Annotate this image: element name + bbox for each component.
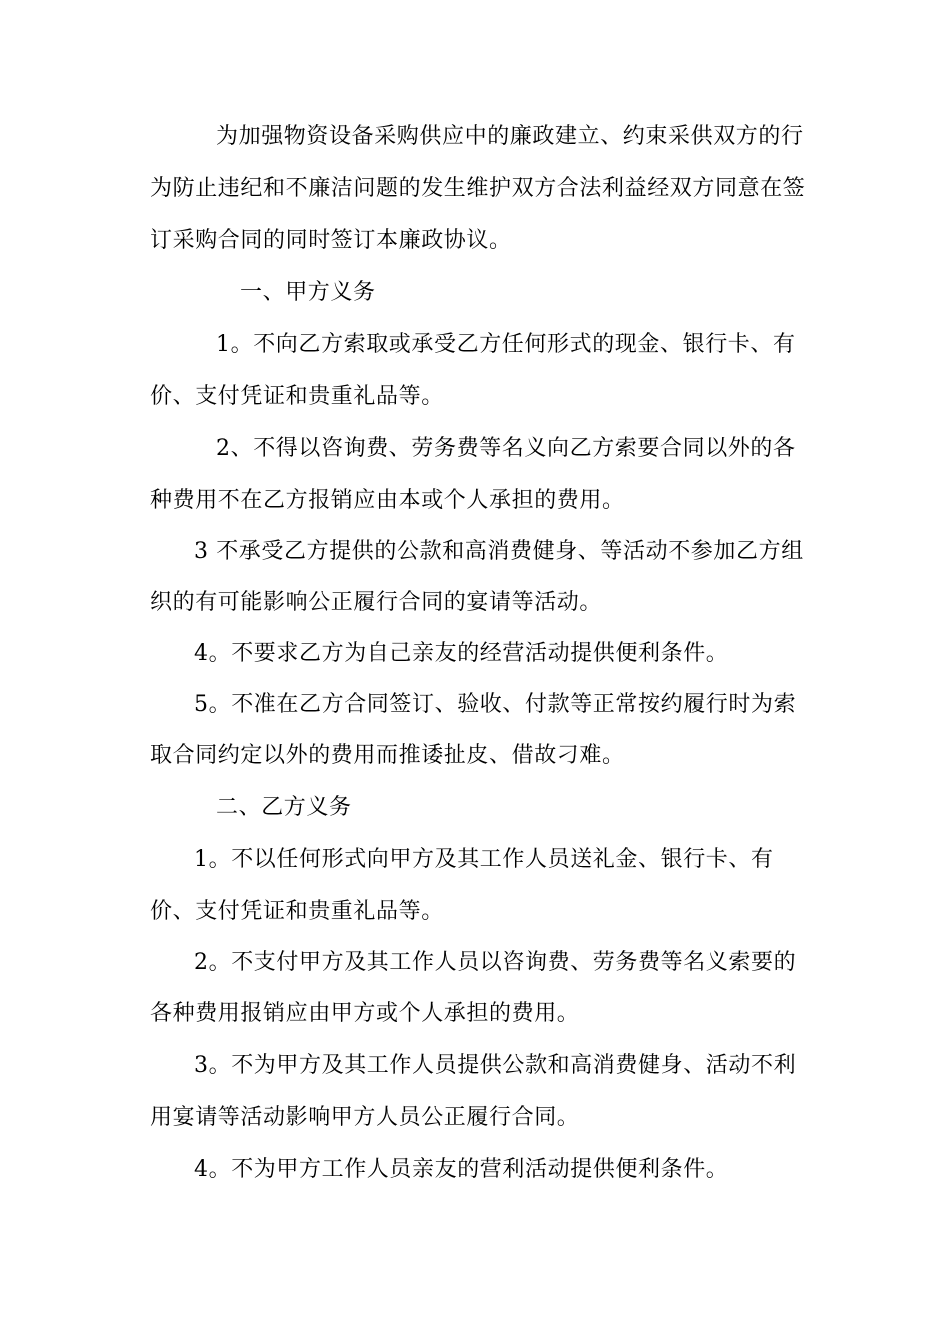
intro-line: 为加强物资设备采购供应中的廉政建立、约束采供双方的行 [216, 124, 804, 149]
party-b-item-4-line: 4。不为甲方工作人员亲友的营利活动提供便利条件。 [194, 1157, 729, 1182]
party-b-item-3-line: 用宴请等活动影响甲方人员公正履行合同。 [150, 1105, 580, 1130]
intro-line: 为防止违纪和不廉洁问题的发生维护双方合法利益经双方同意在签 [150, 176, 806, 201]
party-b-item-3-line: 3。不为甲方及其工作人员提供公款和高消费健身、活动不利 [194, 1053, 797, 1078]
party-a-item-2-line: 2、不得以咨询费、劳务费等名义向乙方索要合同以外的各 [216, 436, 796, 461]
party-b-item-2-line: 2。不支付甲方及其工作人员以咨询费、劳务费等名义索要的 [194, 950, 797, 975]
party-a-item-3-line: 3 不承受乙方提供的公款和高消费健身、等活动不参加乙方组 [194, 539, 804, 564]
party-a-item-5-line: 5。不准在乙方合同签订、验收、付款等正常按约履行时为索 [194, 692, 797, 717]
intro-line: 订采购合同的同时签订本廉政协议。 [150, 228, 512, 253]
section-heading-party-b: 二、乙方义务 [216, 795, 352, 820]
party-a-item-4-line: 4。不要求乙方为自己亲友的经营活动提供便利条件。 [194, 641, 729, 666]
party-b-item-1-line: 价、支付凭证和贵重礼品等。 [150, 899, 444, 924]
party-b-item-1-line: 1。不以任何形式向甲方及其工作人员送礼金、银行卡、有 [194, 847, 774, 872]
party-a-item-1-line: 价、支付凭证和贵重礼品等。 [150, 384, 444, 409]
party-a-item-1-line: 1。不向乙方索取或承受乙方任何形式的现金、银行卡、有 [216, 332, 796, 357]
section-heading-party-a: 一、甲方义务 [240, 280, 376, 305]
party-a-item-3-line: 织的有可能影响公正履行合同的宴请等活动。 [150, 590, 603, 615]
party-a-item-2-line: 种费用不在乙方报销应由本或个人承担的费用。 [150, 488, 625, 513]
party-b-item-2-line: 各种费用报销应由甲方或个人承担的费用。 [150, 1001, 580, 1026]
party-a-item-5-line: 取合同约定以外的费用而推诿扯皮、借故刁难。 [150, 743, 625, 768]
